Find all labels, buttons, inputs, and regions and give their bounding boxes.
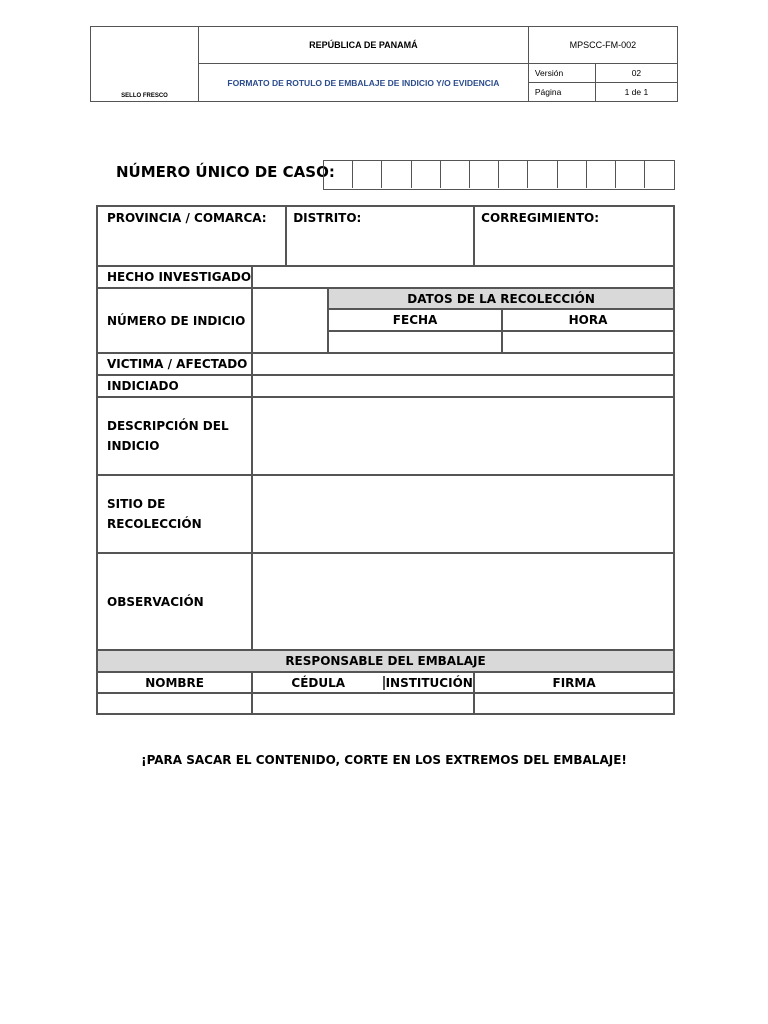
sitio-field[interactable] — [252, 475, 674, 553]
version-value: 02 — [595, 64, 677, 83]
distrito-label: DISTRITO: — [293, 211, 362, 225]
hora-field[interactable] — [502, 331, 674, 353]
corregimiento-label: CORREGIMIENTO: — [481, 211, 600, 225]
provincia-field[interactable] — [97, 206, 286, 266]
case-number-boxes — [323, 160, 675, 190]
form-code: MPSCC-FM-002 — [528, 27, 677, 64]
nombre-field[interactable] — [97, 693, 252, 714]
victima-label: VICTIMA / AFECTADO — [97, 353, 252, 375]
corregimiento-field[interactable] — [474, 206, 674, 266]
nombre-label: NOMBRE — [97, 672, 252, 693]
institucion-label: INSTITUCIÓN — [385, 675, 473, 690]
case-number-digit-box[interactable] — [353, 161, 382, 188]
case-number-digit-box[interactable] — [412, 161, 441, 188]
indiciado-field[interactable] — [252, 375, 674, 397]
case-number-digit-box[interactable] — [645, 161, 674, 188]
hecho-field[interactable] — [252, 266, 674, 288]
sitio-label — [97, 475, 252, 553]
stamp-area — [91, 27, 199, 102]
observacion-label: OBSERVACIÓN — [97, 553, 252, 650]
case-number-digit-box[interactable] — [324, 161, 353, 188]
evidence-form — [96, 205, 675, 715]
descripcion-label-line1: DESCRIPCIÓN DEL — [107, 419, 229, 433]
page-value: 1 de 1 — [595, 83, 677, 102]
hecho-label: HECHO INVESTIGADO — [97, 266, 252, 288]
firma-label: FIRMA — [474, 672, 674, 693]
descripcion-field[interactable] — [252, 397, 674, 475]
provincia-label: PROVINCIA / COMARCA: — [107, 211, 267, 225]
form-title: FORMATO DE ROTULO DE EMBALAJE DE INDICIO Y/O EVIDENCIA — [199, 64, 529, 102]
victima-field[interactable] — [252, 353, 674, 375]
sitio-label-line1: SITIO DE — [107, 497, 166, 511]
case-number-digit-box[interactable] — [470, 161, 499, 188]
case-number-digit-box[interactable] — [499, 161, 528, 188]
case-number-digit-box[interactable] — [616, 161, 645, 188]
descripcion-label-line2: INDICIO — [107, 439, 160, 453]
fecha-label: FECHA — [328, 309, 502, 331]
cedula-institucion-labels — [252, 672, 474, 693]
version-label: Versión — [528, 64, 595, 83]
case-number-digit-box[interactable] — [441, 161, 470, 188]
case-number-label: NÚMERO ÚNICO DE CASO: — [116, 163, 335, 181]
distrito-field[interactable] — [286, 206, 474, 266]
firma-field[interactable] — [474, 693, 674, 714]
indiciado-label: INDICIADO — [97, 375, 252, 397]
numero-indicio-label: NÚMERO DE INDICIO — [97, 288, 252, 353]
stamp-label: SELLO FRESCO — [121, 93, 168, 99]
document-header — [90, 26, 678, 102]
cedula-label: CÉDULA — [253, 676, 385, 690]
footer-note: ¡PARA SACAR EL CONTENIDO, CORTE EN LOS EXTREMOS DEL EMBALAJE! — [141, 753, 627, 767]
case-number-digit-box[interactable] — [528, 161, 557, 188]
datos-recoleccion-header: DATOS DE LA RECOLECCIÓN — [328, 288, 674, 309]
numero-indicio-field[interactable] — [252, 288, 328, 353]
fecha-field[interactable] — [328, 331, 502, 353]
descripcion-label — [97, 397, 252, 475]
country-title: REPÚBLICA DE PANAMÁ — [199, 27, 529, 64]
case-number-digit-box[interactable] — [587, 161, 616, 188]
case-number-digit-box[interactable] — [382, 161, 411, 188]
page-label: Página — [528, 83, 595, 102]
cedula-institucion-fields — [252, 693, 474, 714]
responsable-header: RESPONSABLE DEL EMBALAJE — [97, 650, 674, 672]
case-number-digit-box[interactable] — [558, 161, 587, 188]
observacion-field[interactable] — [252, 553, 674, 650]
sitio-label-line2: RECOLECCIÓN — [107, 517, 202, 531]
hora-label: HORA — [502, 309, 674, 331]
